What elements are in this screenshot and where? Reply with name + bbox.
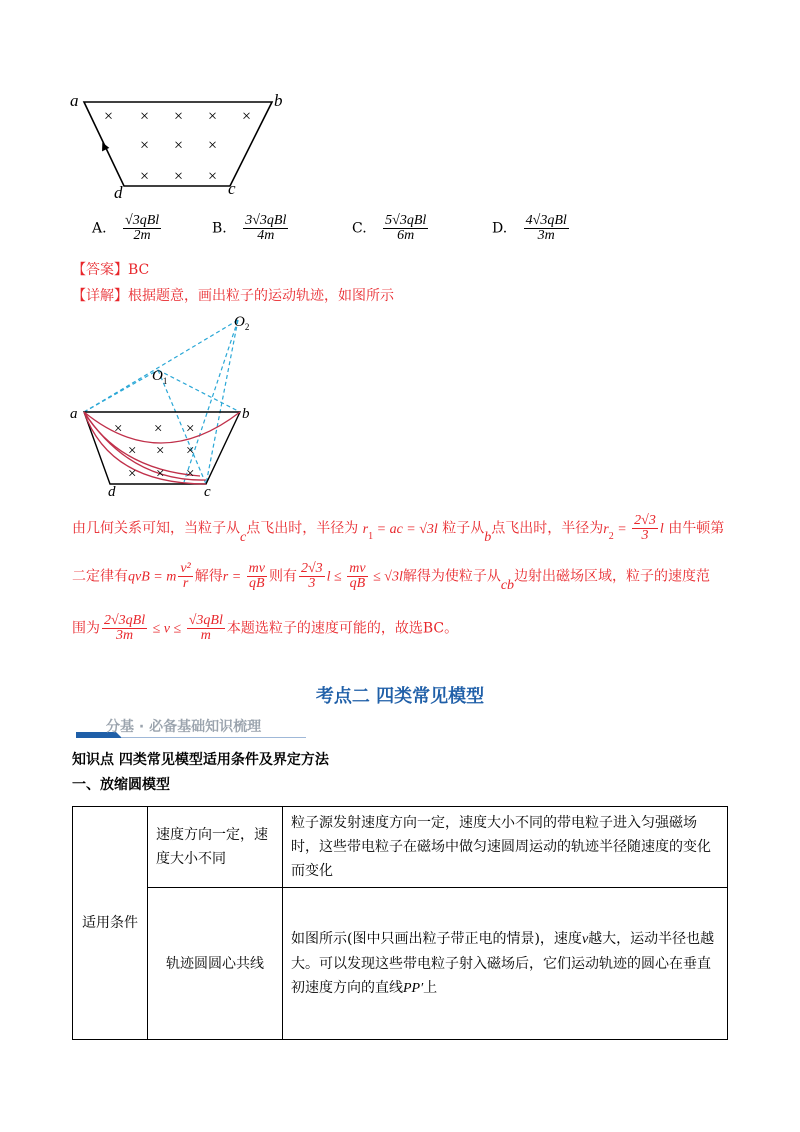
field-mark: ×	[208, 108, 218, 125]
field-mark: ×	[186, 466, 195, 482]
explanation-line-3: 围为 $\frac{\text{2√3qBl}}{3m}$ ≤ v ≤ $\frac{\text{√3qBl}}{m}$ 本题选粒子的速度可能的，故选BC。	[72, 613, 459, 643]
point-b-label: b	[274, 91, 283, 110]
choice-c: C. $\frac{\text{5√3qBl}}{6m}$	[352, 213, 427, 243]
field-mark: ×	[174, 168, 184, 185]
radius-line	[158, 370, 240, 412]
field-mark: ×	[156, 443, 165, 459]
row-header-cell: 适用条件	[73, 807, 148, 1040]
label-cell: 速度方向一定，速度大小不同	[148, 807, 283, 888]
point-a-label: a	[70, 91, 79, 110]
field-mark: ×	[104, 108, 114, 125]
point-a-label: a	[70, 406, 78, 422]
knowledge-title: 知识点 四类常见模型适用条件及界定方法	[72, 752, 329, 768]
field-mark: ×	[174, 137, 184, 154]
trapezoid-field-diagram	[60, 90, 300, 200]
point-d-label: d	[114, 183, 123, 200]
field-mark: ×	[174, 108, 184, 125]
section-title: 考点二 四类常见模型	[315, 686, 485, 707]
field-mark: ×	[140, 137, 150, 154]
point-b-label: b	[242, 406, 250, 422]
point-c-label: c	[204, 484, 211, 500]
field-mark: ×	[186, 443, 195, 459]
text-cell: 如图所示(图中只画出粒子带正电的情景)，速度v越大，运动半径也越大。可以发现这些带电粒子射入磁场后，它们运动轨迹的圆心在垂直初速度方向的直线PP′上	[283, 888, 728, 1040]
field-mark: ×	[154, 421, 163, 437]
point-c-label: c	[228, 179, 236, 198]
text-cell: 粒子源发射速度方向一定，速度大小不同的带电粒子进入匀强磁场时，这些带电粒子在磁场中做匀速圆周运动的轨迹半径随速度的变化而变化	[283, 807, 728, 888]
choice-a: A. $\frac{\text{√3qBl}}{2m}$	[92, 213, 160, 243]
field-mark: ×	[140, 108, 150, 125]
conditions-table	[72, 806, 728, 1040]
banner-underline	[122, 737, 306, 738]
model-title: 一、放缩圆模型	[72, 777, 170, 793]
field-mark: ×	[128, 443, 137, 459]
radius-line	[84, 370, 158, 412]
detail-line: 【详解】根据题意，画出粒子的运动轨迹，如图所示	[72, 288, 394, 304]
trajectory-diagram	[60, 306, 280, 502]
field-mark: ×	[114, 421, 123, 437]
field-mark: ×	[208, 168, 218, 185]
field-mark: ×	[140, 168, 150, 185]
choice-b: B. $\frac{\text{3√3qBl}}{4m}$	[212, 213, 287, 243]
radius-line	[158, 370, 206, 484]
field-mark: ×	[242, 108, 252, 125]
field-mark: ×	[156, 466, 165, 482]
banner-text: 分基 · 必备基础知识梳理	[106, 719, 262, 735]
explanation-line-1: 由几何关系可知，当粒子从c点飞出时，半径为 $r_1$ = ac = √3l 粒子从b点飞出时，半径为$r_2$ = $\frac{2√3}{3}$ l 由牛顿第	[72, 513, 725, 545]
label-cell: 轨迹圆圆心共线	[148, 888, 283, 1040]
table-row	[73, 888, 728, 1040]
field-mark: ×	[208, 137, 218, 154]
field-mark: ×	[186, 421, 195, 437]
table-row	[73, 807, 728, 888]
point-o1-label: $O_1$	[152, 368, 168, 386]
explanation-line-2: 二定律有qvB = m $\frac{\text{v²}}{r}$ 解得r = $\frac{mv}{qB}$ 则有 $\frac{2√3}{3}$ l ≤ $\frac{mv}{qB}$ ≤ √3l解得为使粒子从cb边射出磁场区域，粒子的速度范	[72, 561, 711, 593]
radius-line	[84, 320, 238, 412]
point-d-label: d	[108, 484, 116, 500]
field-mark: ×	[128, 466, 137, 482]
point-o2-label: $O_2$	[234, 314, 250, 332]
choice-d: D. $\frac{\text{4√3qBl}}{3m}$	[492, 213, 567, 243]
answer-line: 【答案】BC	[72, 262, 150, 278]
